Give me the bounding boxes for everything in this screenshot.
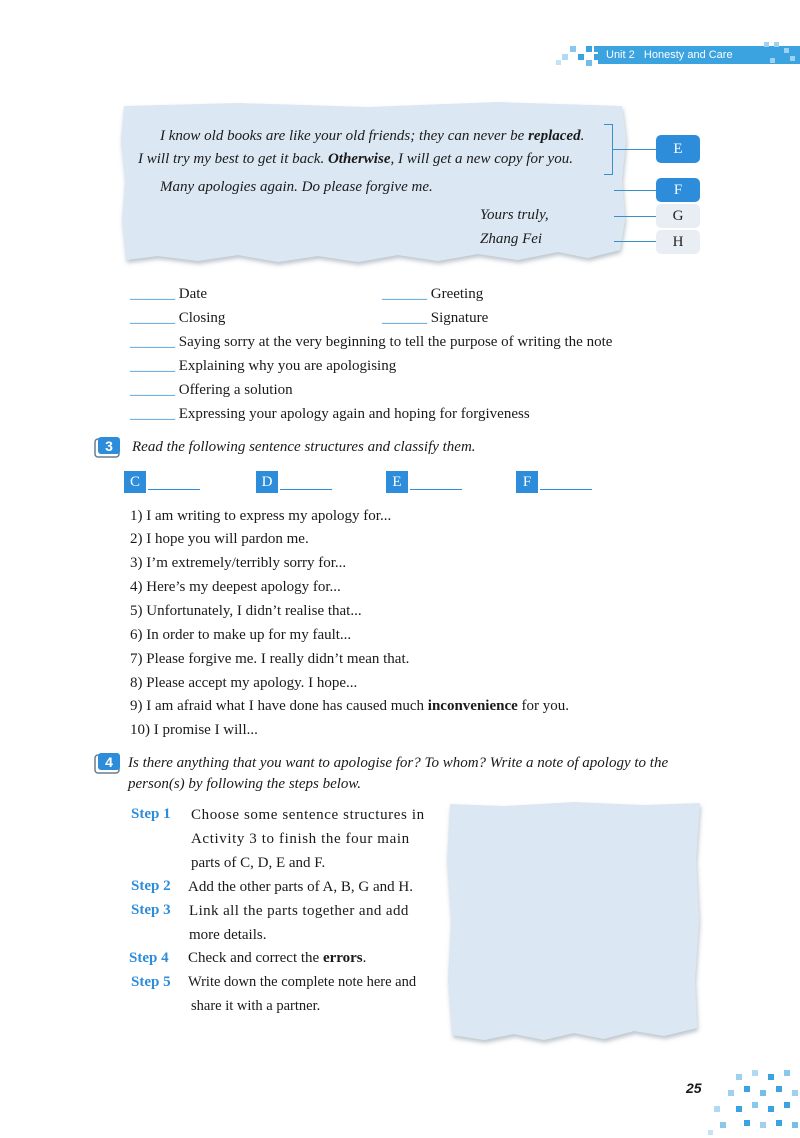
answer-line-e[interactable]: [410, 489, 462, 490]
part-item: ______ Expressing your apology again and hoping for forgiveness: [130, 406, 530, 422]
writing-paper[interactable]: [444, 800, 706, 1054]
part-item: ______ Offering a solution: [130, 382, 293, 398]
activity-4-instruction-2: person(s) by following the steps below.: [128, 776, 362, 792]
note-closing: Yours truly,: [480, 207, 549, 223]
svg-text:4: 4: [105, 754, 113, 770]
note-line-3: Many apologies again. Do please forgive me.: [160, 179, 433, 195]
part-date: ______ Date: [130, 286, 208, 302]
label-h: H: [656, 230, 700, 254]
label-f: F: [656, 178, 700, 202]
answer-line-d[interactable]: [280, 489, 332, 490]
note-line-1: I know old books are like your old friends; they can never be replaced.: [160, 128, 585, 144]
unit-label: Unit 2: [606, 49, 635, 61]
label-e: E: [656, 135, 700, 163]
step-5-label: Step 5: [131, 974, 171, 990]
activity-3-badge: [94, 437, 122, 459]
sentence-10: 10) I promise I will...: [130, 722, 258, 738]
header-right-pixels: [760, 40, 800, 68]
connector-g: [614, 216, 656, 217]
step-4-text: Check and correct the errors.: [188, 950, 367, 966]
answer-line-f[interactable]: [540, 489, 592, 490]
step-1-text: Choose some sentence structures in Activity 3 to finish the four main parts of C, D, E and F.: [191, 807, 425, 871]
sentence-5: 5) Unfortunately, I didn’t realise that...: [130, 603, 362, 619]
sentence-6: 6) In order to make up for my fault...: [130, 627, 352, 643]
label-g: G: [656, 204, 700, 228]
sentence-9: 9) I am afraid what I have done has caused much inconvenience for you.: [130, 698, 570, 714]
sentence-8: 8) Please accept my apology. I hope...: [130, 675, 358, 691]
footer-pixel-decoration: [706, 1068, 800, 1138]
sentence-7: 7) Please forgive me. I really didn’t mean that.: [130, 651, 410, 667]
page-number: 25: [686, 1080, 702, 1096]
category-e: E: [386, 471, 408, 493]
connector-h: [614, 241, 656, 242]
sentence-3: 3) I’m extremely/terribly sorry for...: [130, 555, 347, 571]
header-title: [606, 46, 733, 64]
category-f: F: [516, 471, 538, 493]
step-3-label: Step 3: [131, 902, 171, 918]
activity-4-instruction-1: Is there anything that you want to apologise for? To whom? Write a note of apology to the: [128, 755, 669, 771]
note-signature: Zhang Fei: [480, 231, 543, 247]
part-signature: ______ Signature: [382, 310, 489, 326]
sentence-1: 1) I am writing to express my apology for...: [130, 508, 392, 524]
step-4-label: Step 4: [129, 950, 169, 966]
header-pixel-decoration: [556, 40, 606, 68]
note-line-2: I will try my best to get it back. Otherwise, I will get a new copy for you.: [138, 151, 573, 167]
step-2-text: Add the other parts of A, B, G and H.: [188, 879, 413, 895]
sentence-2: 2) I hope you will pardon me.: [130, 531, 309, 547]
category-d: D: [256, 471, 278, 493]
category-c: C: [124, 471, 146, 493]
step-1-label: Step 1: [131, 806, 171, 822]
part-closing: ______ Closing: [130, 310, 226, 326]
step-2-label: Step 2: [131, 878, 171, 894]
step-3-text: Link all the parts together and add more details.: [189, 903, 409, 943]
svg-text:3: 3: [105, 438, 113, 454]
part-greeting: ______ Greeting: [382, 286, 484, 302]
connector-e: [612, 149, 656, 150]
activity-3-instruction: Read the following sentence structures and classify them.: [132, 439, 476, 455]
part-item: ______ Explaining why you are apologising: [130, 358, 397, 374]
step-5-text: Write down the complete note here and share it with a partner.: [188, 974, 417, 1014]
bracket-top: [604, 124, 613, 125]
activity-4-badge: [94, 753, 122, 775]
bracket-bottom: [604, 174, 613, 175]
part-item: ______ Saying sorry at the very beginning to tell the purpose of writing the note: [130, 334, 613, 350]
answer-line-c[interactable]: [148, 489, 200, 490]
connector-f: [614, 190, 656, 191]
unit-title: Honesty and Care: [643, 49, 733, 61]
sentence-4: 4) Here’s my deepest apology for...: [130, 579, 341, 595]
